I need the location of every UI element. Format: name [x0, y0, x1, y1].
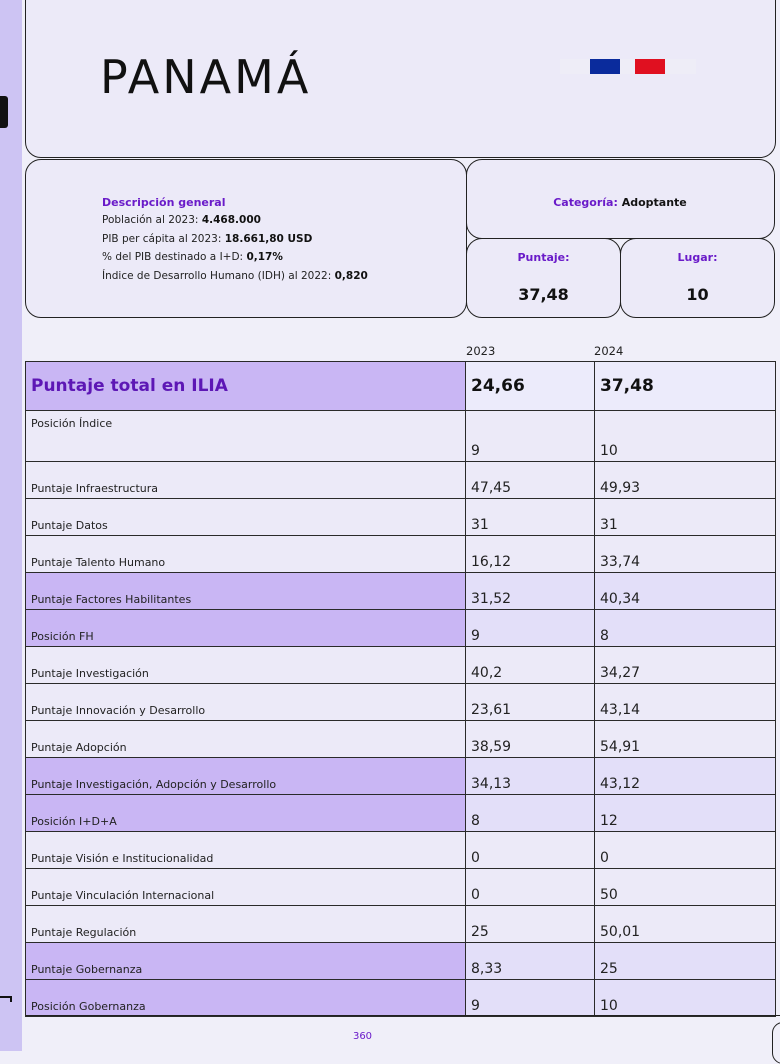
- value-2023: 24,66: [466, 362, 595, 411]
- category-label: Categoría:: [553, 196, 618, 209]
- gdp-value: 18.661,80 USD: [224, 233, 313, 245]
- year-2024-header: 2024: [594, 344, 624, 358]
- population-value: 4.468.000: [201, 214, 261, 226]
- value-2023: 8,33: [466, 943, 595, 980]
- value-2023: 25: [466, 906, 595, 943]
- rank-label: Lugar:: [677, 251, 718, 264]
- flag-stripe: [635, 59, 665, 74]
- value-2024: 34,27: [595, 647, 776, 684]
- table-row: [26, 832, 776, 869]
- value-2023: 9: [466, 610, 595, 647]
- value-2023: 38,59: [466, 721, 595, 758]
- row-label: Puntaje Investigación, Adopción y Desarrollo: [26, 758, 466, 795]
- flag-stripe: [620, 59, 635, 74]
- page-number: 360: [352, 1031, 373, 1042]
- row-label: Posición Gobernanza: [26, 980, 466, 1017]
- table-row: [26, 906, 776, 943]
- table-row: [26, 647, 776, 684]
- table-row: [26, 462, 776, 499]
- value-2024: 54,91: [595, 721, 776, 758]
- row-label: Posición FH: [26, 610, 466, 647]
- flag-stripe: [560, 59, 590, 74]
- country-title: PANAMÁ: [100, 50, 312, 104]
- value-2024: 0: [595, 832, 776, 869]
- value-2024: 10: [595, 980, 776, 1017]
- table-row: [26, 869, 776, 906]
- table-row-highlight: [26, 980, 776, 1017]
- row-label: Puntaje Adopción: [26, 721, 466, 758]
- table-row: [26, 721, 776, 758]
- flag-stripe: [665, 59, 696, 74]
- hdi-value: 0,820: [334, 270, 368, 282]
- row-label: Puntaje Factores Habilitantes: [26, 573, 466, 610]
- category-line: [466, 196, 774, 209]
- footer-divider: [26, 1015, 780, 1016]
- overview-heading: Descripción general: [102, 196, 226, 209]
- value-2023: 23,61: [466, 684, 595, 721]
- value-2024: 43,14: [595, 684, 776, 721]
- value-2024: 31: [595, 499, 776, 536]
- score-card: [466, 238, 621, 318]
- value-2024: 10: [595, 411, 776, 462]
- row-label: Puntaje Talento Humano: [26, 536, 466, 573]
- year-2023-header: 2023: [466, 344, 496, 358]
- row-label: Puntaje Investigación: [26, 647, 466, 684]
- value-2024: 8: [595, 610, 776, 647]
- rank-card: [620, 238, 775, 318]
- value-2023: 9: [466, 980, 595, 1017]
- rank-value: 10: [686, 285, 709, 304]
- value-2023: 47,45: [466, 462, 595, 499]
- table-row-highlight: [26, 795, 776, 832]
- value-2024: 40,34: [595, 573, 776, 610]
- hdi-line: Índice de Desarrollo Humano (IDH) al 2022: 0,820: [102, 270, 368, 282]
- value-2023: 31: [466, 499, 595, 536]
- table-row-highlight: [26, 573, 776, 610]
- population-line: Población al 2023: 4.468.000: [102, 214, 261, 226]
- row-label: Puntaje Innovación y Desarrollo: [26, 684, 466, 721]
- table-row: [26, 536, 776, 573]
- flag-stripe: [590, 59, 620, 74]
- row-label: Puntaje total en ILIA: [26, 362, 466, 411]
- value-2023: 8: [466, 795, 595, 832]
- table-row: [26, 411, 776, 462]
- scores-table: [25, 361, 776, 1017]
- table-row: [26, 499, 776, 536]
- rd-value: 0,17%: [246, 251, 283, 263]
- value-2024: 37,48: [595, 362, 776, 411]
- value-2023: 16,12: [466, 536, 595, 573]
- row-label: Puntaje Gobernanza: [26, 943, 466, 980]
- score-label: Puntaje:: [517, 251, 570, 264]
- row-label: Puntaje Infraestructura: [26, 462, 466, 499]
- page-edge-tab: [0, 96, 8, 128]
- table-row: [26, 684, 776, 721]
- row-label: Puntaje Visión e Institucionalidad: [26, 832, 466, 869]
- value-2023: 0: [466, 869, 595, 906]
- value-2024: 12: [595, 795, 776, 832]
- category-value: Adoptante: [621, 196, 687, 209]
- row-label: Puntaje Datos: [26, 499, 466, 536]
- value-2023: 40,2: [466, 647, 595, 684]
- left-margin-strip: [0, 0, 22, 1051]
- row-label: Puntaje Vinculación Internacional: [26, 869, 466, 906]
- value-2023: 0: [466, 832, 595, 869]
- country-flag: [560, 59, 696, 74]
- next-page-edge: [772, 1022, 780, 1064]
- page-edge-mark: [0, 996, 12, 1002]
- value-2024: 50,01: [595, 906, 776, 943]
- row-label: Posición I+D+A: [26, 795, 466, 832]
- table-row-total: [26, 362, 776, 411]
- gdp-line: PIB per cápita al 2023: 18.661,80 USD: [102, 233, 313, 245]
- table-row-highlight: [26, 610, 776, 647]
- row-label: Puntaje Regulación: [26, 906, 466, 943]
- value-2024: 25: [595, 943, 776, 980]
- value-2024: 43,12: [595, 758, 776, 795]
- table-row-highlight: [26, 758, 776, 795]
- table-row-highlight: [26, 943, 776, 980]
- value-2024: 50: [595, 869, 776, 906]
- value-2024: 49,93: [595, 462, 776, 499]
- rd-line: % del PIB destinado a I+D: 0,17%: [102, 251, 283, 263]
- score-value: 37,48: [518, 285, 569, 304]
- value-2023: 9: [466, 411, 595, 462]
- value-2024: 33,74: [595, 536, 776, 573]
- value-2023: 34,13: [466, 758, 595, 795]
- row-label: Posición Índice: [26, 411, 466, 462]
- value-2023: 31,52: [466, 573, 595, 610]
